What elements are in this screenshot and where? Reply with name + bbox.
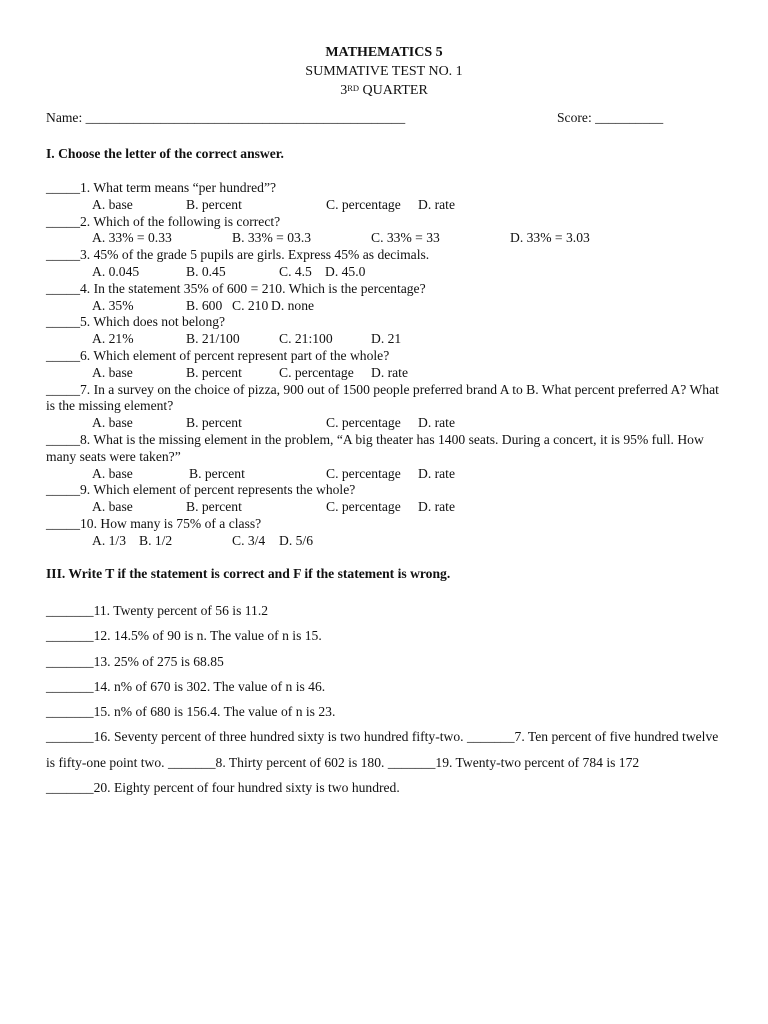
option-c[interactable]: C. percentage <box>326 465 401 481</box>
statement-16-19: _______16. Seventy percent of three hundred sixty is two hundred fifty-two. _______7. Ten percent of five hundred twelve is fifty-one point two. _______8. Thirty percent of 602 is 180. _______19. Twenty-two percent of 784 is 172 <box>46 729 719 770</box>
statement-11: _______11. Twenty percent of 56 is 11.2 <box>46 603 269 618</box>
section-1-heading: I. Choose the letter of the correct answer. <box>46 146 284 161</box>
name-blank[interactable]: _______________________________________________ <box>85 110 406 125</box>
option-d[interactable]: D. none <box>271 297 315 313</box>
option-a[interactable]: A. base <box>92 364 133 380</box>
question-8: _____8. What is the missing element in the problem, “A big theater has 1400 seats. During a concert, it is 95% full. How many seats were taken?” <box>46 431 704 464</box>
option-d[interactable]: D. rate <box>371 364 408 380</box>
quarter-label <box>0 81 768 100</box>
option-d[interactable]: D. rate <box>418 196 455 212</box>
option-a[interactable]: A. base <box>92 196 133 212</box>
score-label: Score: <box>557 110 592 125</box>
quarter-ordinal: RD <box>347 83 360 93</box>
option-b[interactable]: B. percent <box>186 364 242 380</box>
option-d[interactable]: D. 5/6 <box>279 532 313 548</box>
statement-12: _______12. 14.5% of 90 is n. The value of n is 15. <box>46 628 322 644</box>
option-a[interactable]: A. base <box>92 415 133 431</box>
option-c[interactable]: C. percentage <box>326 415 401 431</box>
option-b[interactable]: B. 21/100 <box>186 331 240 347</box>
score-field[interactable] <box>557 110 663 126</box>
option-c[interactable]: C. percentage <box>326 499 401 515</box>
option-d[interactable]: D. rate <box>418 415 455 431</box>
option-c[interactable]: C. 3/4 <box>232 532 266 548</box>
option-c[interactable]: C. 33% = 33 <box>371 230 440 246</box>
option-d[interactable]: D. 21 <box>371 331 402 347</box>
option-d[interactable]: D. 45.0 <box>325 263 366 279</box>
question-9-options <box>46 499 722 516</box>
name-field[interactable] <box>46 110 405 126</box>
option-a[interactable]: A. base <box>92 499 133 515</box>
question-10-options <box>46 533 722 550</box>
statement-14: _______14. n% of 670 is 302. The value of n is 46. <box>46 678 326 694</box>
question-7: _____7. In a survey on the choice of pizza, 900 out of 1500 people preferred brand A to B. What percent preferred A? What is the missing element? <box>46 381 719 414</box>
option-c[interactable]: C. percentage <box>279 364 354 380</box>
question-3-options <box>46 264 722 281</box>
option-b[interactable]: B. 600 <box>186 297 223 313</box>
score-blank[interactable]: __________ <box>595 110 664 125</box>
question-7-options <box>46 415 722 432</box>
statement-20: _______20. Eighty percent of four hundred sixty is two hundred. <box>46 780 400 796</box>
question-5-options <box>46 331 722 348</box>
option-b[interactable]: B. percent <box>189 465 245 481</box>
multiple-choice-section <box>46 180 722 550</box>
option-a[interactable]: A. 35% <box>92 297 134 313</box>
option-a[interactable]: A. base <box>92 465 133 481</box>
option-b[interactable]: B. percent <box>186 499 242 515</box>
question-3: _____3. 45% of the grade 5 pupils are girls. Express 45% as decimals. <box>46 247 430 263</box>
question-1-options <box>46 197 722 214</box>
document-header <box>0 43 768 100</box>
quarter-word: QUARTER <box>359 83 428 98</box>
question-2: _____2. Which of the following is correct? <box>46 213 281 229</box>
test-title: SUMMATIVE TEST NO. 1 <box>305 64 463 79</box>
question-5: _____5. Which does not belong? <box>46 314 226 330</box>
question-6-options <box>46 365 722 382</box>
option-d[interactable]: D. rate <box>418 499 455 515</box>
question-4-options <box>46 298 722 315</box>
subject-title: MATHEMATICS 5 <box>325 45 443 60</box>
option-b[interactable]: B. 1/2 <box>139 532 173 548</box>
option-c[interactable]: C. 4.5 <box>279 263 312 279</box>
option-c[interactable]: C. 210 <box>232 297 269 313</box>
option-a[interactable]: A. 33% = 0.33 <box>92 230 172 246</box>
question-9: _____9. Which element of percent represents the whole? <box>46 482 356 498</box>
option-d[interactable]: D. rate <box>418 465 455 481</box>
true-false-section <box>46 598 724 800</box>
question-1: _____1. What term means “per hundred”? <box>46 180 277 195</box>
question-10: _____10. How many is 75% of a class? <box>46 515 262 531</box>
student-info-row <box>46 110 678 130</box>
option-b[interactable]: B. 0.45 <box>186 263 226 279</box>
question-8-options <box>46 466 722 483</box>
question-4: _____4. In the statement 35% of 600 = 210. Which is the percentage? <box>46 280 426 296</box>
option-b[interactable]: B. percent <box>186 196 242 212</box>
option-d[interactable]: D. 33% = 3.03 <box>510 230 590 246</box>
quarter-number: 3 <box>340 83 348 98</box>
option-a[interactable]: A. 0.045 <box>92 263 140 279</box>
option-a[interactable]: A. 1/3 <box>92 532 126 548</box>
name-label: Name: <box>46 110 83 125</box>
question-6: _____6. Which element of percent represent part of the whole? <box>46 347 390 363</box>
option-c[interactable]: C. 21:100 <box>279 331 333 347</box>
statement-15: _______15. n% of 680 is 156.4. The value of n is 23. <box>46 704 336 720</box>
question-2-options <box>46 230 722 247</box>
section-3-heading: III. Write T if the statement is correct and F if the statement is wrong. <box>46 566 451 581</box>
option-c[interactable]: C. percentage <box>326 196 401 212</box>
option-a[interactable]: A. 21% <box>92 331 134 347</box>
option-b[interactable]: B. 33% = 03.3 <box>232 230 312 246</box>
option-b[interactable]: B. percent <box>186 415 242 431</box>
statement-13: _______13. 25% of 275 is 68.85 <box>46 653 224 669</box>
